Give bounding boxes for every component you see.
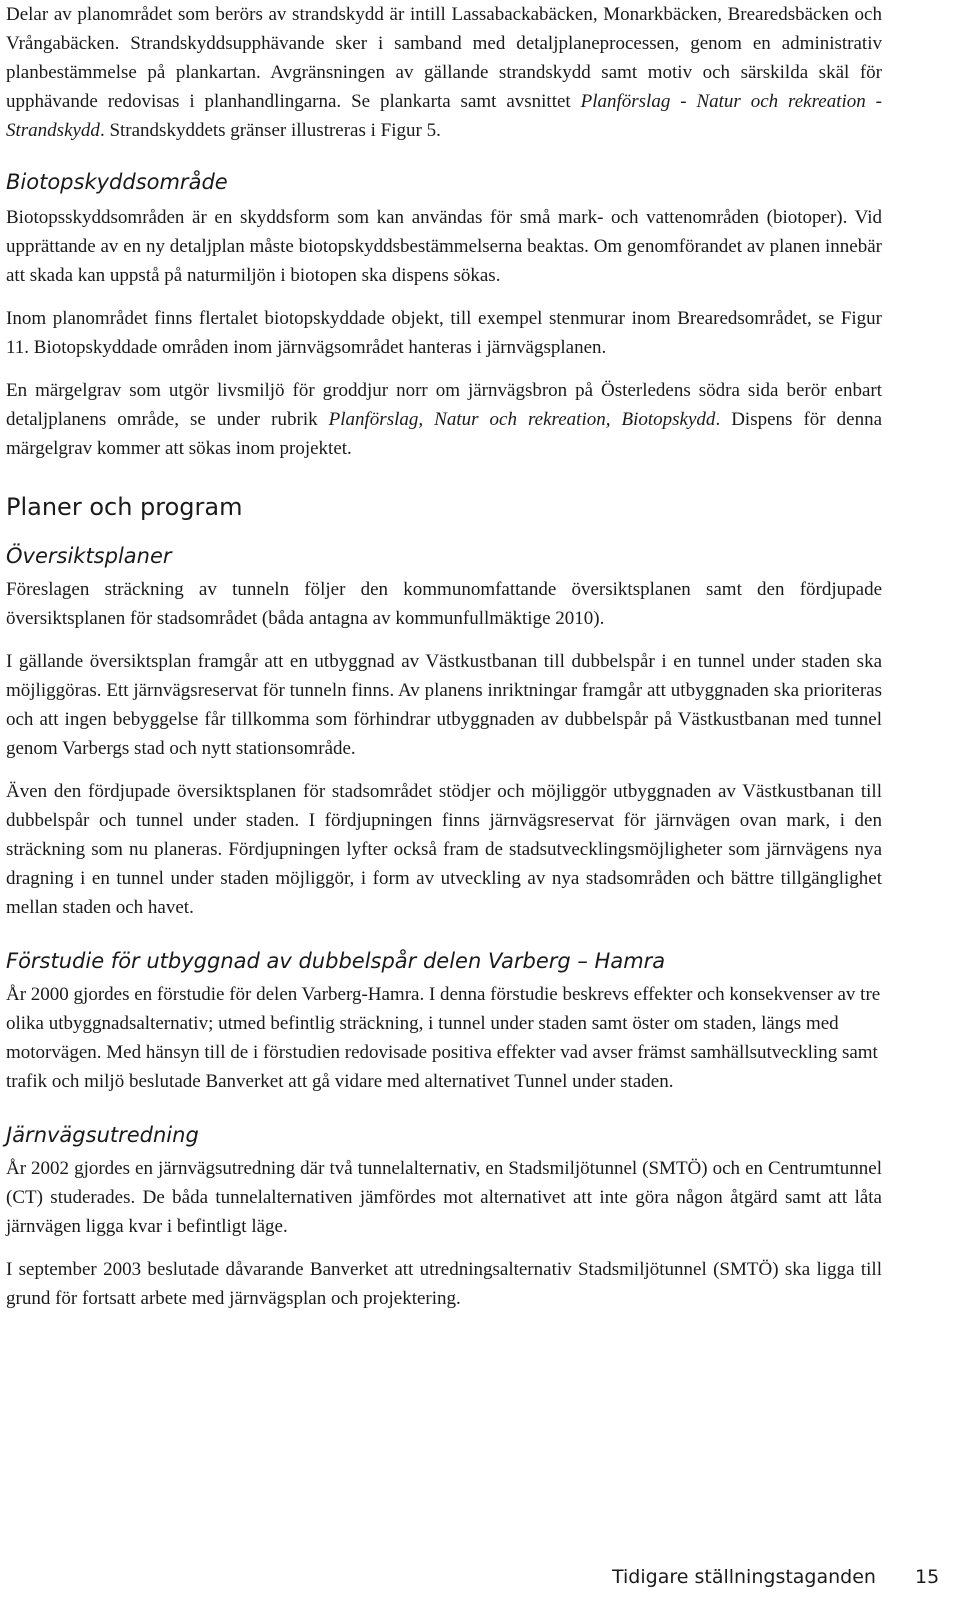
heading-biotopskyddsomrade: Biotopskyddsområde bbox=[6, 170, 228, 194]
oversikt-paragraph-3: Även den fördjupade översiktsplanen för stadsområdet stödjer och möjliggör utbyggnaden av Västkustbanan till dubbelspår och tunnel under staden. I fördjupningen finns järnvägsreservat för järnvägen ovan mark, i den sträckning som nu planeras. Fördjupningen lyfter också fram de stadsutvecklingsmöjligheter som järnvägens nya dragning i en tunnel under staden möjliggör, i form av utveckling av nya stadsområden och bättre tillgänglighet mellan staden och havet. bbox=[6, 781, 882, 918]
biotop-paragraph-1: Biotopsskyddsområden är en skyddsform som kan användas för små mark- och vattenområden (biotoper). Vid upprättande av en ny detaljplan måste biotopskyddsbestämmelserna beaktas. Om genomförandet av planen innebär att skada kan uppstå på naturmiljön i biotopen ska dispens sökas. bbox=[6, 207, 882, 286]
page-footer bbox=[612, 1565, 952, 1589]
jarnvag-paragraph-1: År 2002 gjordes en järnvägsutredning där två tunnelalternativ, en Stadsmiljötunnel (SMTÖ) och en Centrumtunnel (CT) studerades. De båda tunnelalternativen jämfördes mot alternativet att inte göra någon åtgärd samt att låta järnvägen ligga kvar i befintligt läge. bbox=[6, 1158, 882, 1237]
jarnvag-paragraph-2: I september 2003 beslutade dåvarande Banverket att utredningsalternativ Stadsmiljötunnel (SMTÖ) ska ligga till grund för fortsatt arbete med järnvägsplan och projektering. bbox=[6, 1259, 882, 1309]
biotop-reference: Planförslag, Natur och rekreation, Biotopskydd bbox=[328, 409, 716, 430]
biotop-paragraph-2: Inom planområdet finns flertalet biotopskyddade objekt, till exempel stenmurar inom Brearedsområdet, se Figur 11. Biotopskyddade områden inom järnvägsområdet hanteras i järnvägsplanen. bbox=[6, 308, 882, 358]
document-page bbox=[6, 0, 882, 1313]
heading-oversiktsplaner: Översiktsplaner bbox=[6, 544, 172, 568]
oversikt-paragraph-1: Föreslagen sträckning av tunneln följer den kommunomfattande översiktsplanen samt den fördjupade översiktsplanen för stadsområdet (båda antagna av kommunfullmäktige 2010). bbox=[6, 579, 882, 629]
heading-forstudie: Förstudie för utbyggnad av dubbelspår delen Varberg – Hamra bbox=[6, 949, 666, 973]
oversikt-paragraph-2: I gällande översiktsplan framgår att en utbyggnad av Västkustbanan till dubbelspår i en tunnel under staden ska möjliggöras. Ett järnvägsreservat för tunneln finns. Av planens inriktningar framgår att utbyggnaden ska prioriteras och att ingen bebyggelse får tillkomma som förhindrar utbyggnaden av dubbelspår på Västkustbanan med tunnel genom Varbergs stad och nytt stationsområde. bbox=[6, 651, 882, 759]
page-number: 15 bbox=[915, 1566, 940, 1588]
footer-title: Tidigare ställningstaganden bbox=[612, 1566, 876, 1588]
forstudie-paragraph: År 2000 gjordes en förstudie för delen Varberg-Hamra. I denna förstudie beskrevs effekter och konsekvenser av tre olika utbyggnadsalternativ; utmed befintlig sträckning, i tunnel under staden samt öster om staden, längs med motorvägen. Med hänsyn till de i förstudien redovisade positiva effekter vad avser främst samhällsutveckling samt trafik och miljö beslutade Banverket att gå vidare med alternativet Tunnel under staden. bbox=[6, 984, 881, 1092]
heading-jarnvagsutredning: Järnvägsutredning bbox=[6, 1123, 199, 1147]
intro-reference: Planförslag - Natur och rekreation - Strandskydd bbox=[6, 91, 882, 141]
biotop-paragraph-3: En märgelgrav som utgör livsmiljö för groddjur norr om järnvägsbron på Österledens södra sida berör enbart detaljplanens område, se under rubrik Planförslag, Natur och rekreation, Biotopskydd. Dispens för denna märgelgrav kommer att sökas inom projektet. bbox=[6, 380, 883, 459]
heading-planer-och-program: Planer och program bbox=[6, 493, 243, 521]
intro-paragraph: Delar av planområdet som berörs av strandskydd är intill Lassabackabäcken, Monarkbäcken, Brearedsbäcken och Vrångabäcken. Strandskyddsupphävande sker i samband med detaljplaneprocessen, genom en administrativ planbestämmelse på plankartan. Avgränsningen av gällande strandskydd samt motiv och särskilda skäl för upphävande redovisas i planhandlingarna. Se plankarta samt avsnittet Planförslag - Natur och rekreation - Strandskydd. Strandskyddets gränser illustreras i Figur 5. bbox=[6, 4, 882, 141]
